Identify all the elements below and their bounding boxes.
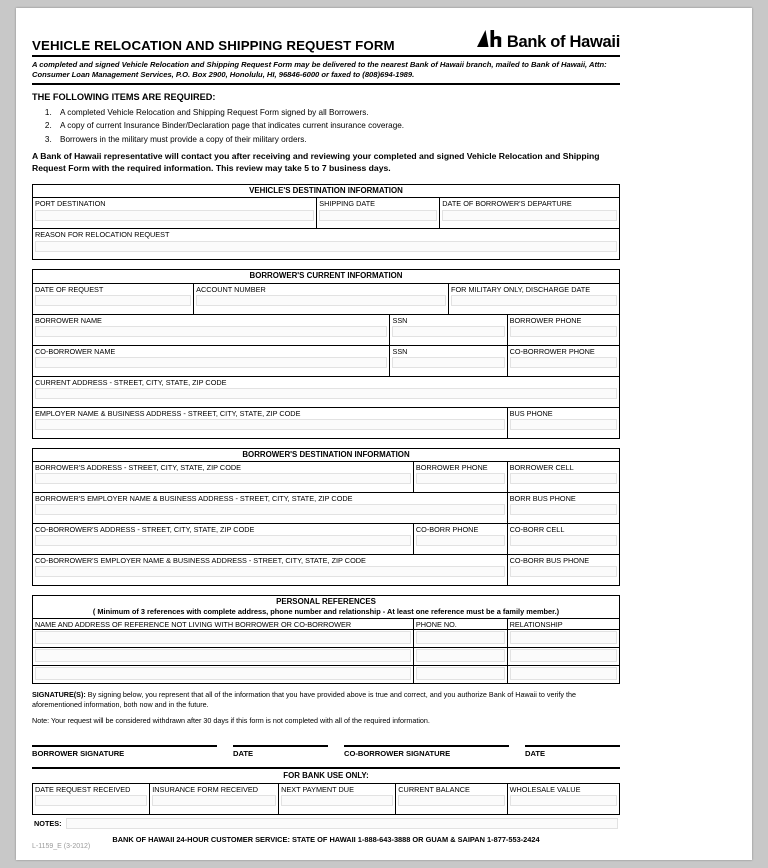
field-port-destination[interactable] — [33, 198, 317, 228]
table-row — [33, 284, 619, 315]
field-label: SSN — [392, 315, 408, 325]
field-label: DATE OF BORROWER'S DEPARTURE — [442, 199, 572, 209]
reference-name-input[interactable] — [35, 631, 411, 644]
shipping-date-input[interactable] — [319, 210, 437, 221]
field-borr-bus-phone[interactable] — [508, 493, 619, 523]
wholesale-value-input[interactable] — [510, 795, 617, 806]
departure-date-input[interactable] — [442, 210, 617, 221]
co-borr-cell-input[interactable] — [510, 535, 617, 546]
co-borrower-date-block[interactable] — [525, 745, 620, 758]
personal-references-table — [32, 595, 620, 684]
borrower-date-block[interactable] — [233, 745, 328, 758]
table-row — [33, 666, 619, 683]
bank-use-section — [32, 767, 620, 828]
table-row — [33, 493, 619, 524]
field-borrower-name[interactable] — [33, 315, 390, 345]
table-header-row — [33, 619, 619, 630]
bus-phone-input[interactable] — [510, 419, 617, 430]
signature-disclosure — [32, 690, 620, 709]
field-label: SSN — [392, 346, 408, 356]
table-row — [33, 198, 619, 229]
field-relocation-reason[interactable] — [33, 229, 619, 259]
field-date-request-received[interactable] — [33, 784, 150, 814]
requirements-list — [54, 106, 620, 146]
dest-borrower-cell-input[interactable] — [510, 473, 617, 484]
borr-bus-phone-input[interactable] — [510, 504, 617, 515]
signature-area — [32, 745, 620, 758]
table-row — [33, 630, 619, 648]
field-borrower-phone[interactable] — [508, 315, 619, 345]
vehicle-destination-table — [32, 184, 620, 260]
subtitle-rule — [32, 83, 620, 85]
field-dest-co-borrower-address[interactable] — [33, 524, 414, 554]
reference-name-input[interactable] — [35, 649, 411, 662]
field-label: CO-BORR PHONE — [415, 524, 479, 534]
document-header — [32, 30, 620, 53]
page-title: VEHICLE RELOCATION AND SHIPPING REQUEST FORM — [32, 38, 395, 53]
notes-label: NOTES: — [34, 818, 62, 828]
co-borr-bus-phone-input[interactable] — [510, 566, 617, 577]
field-label: REASON FOR RELOCATION REQUEST — [35, 230, 170, 240]
field-label: BORR BUS PHONE — [509, 493, 576, 503]
field-label: BORROWER PHONE — [415, 462, 488, 472]
table-row — [33, 555, 619, 585]
bank-use-band: FOR BANK USE ONLY: — [283, 771, 369, 781]
signature-label: BORROWER SIGNATURE — [32, 749, 125, 759]
table-row — [33, 229, 619, 259]
field-label: BORROWER'S ADDRESS - STREET, CITY, STATE, ZIP CODE — [35, 462, 242, 472]
column-label: RELATIONSHIP — [509, 619, 563, 629]
field-next-payment-due[interactable] — [279, 784, 396, 814]
current-address-input[interactable] — [35, 388, 617, 399]
column-header-phone — [414, 619, 508, 629]
table-row — [33, 648, 619, 666]
field-dest-borrower-phone[interactable] — [414, 462, 508, 492]
field-dest-co-borrower-employer[interactable] — [33, 555, 508, 585]
date-of-request-input[interactable] — [35, 295, 191, 306]
relocation-reason-input[interactable] — [35, 241, 617, 252]
field-shipping-date[interactable] — [317, 198, 440, 228]
review-notice: A Bank of Hawaii representative will contact you after receiving and reviewing your completed and signed Vehicle Relocation and Shipping Request Form with the required information. This review may take 5 to 7 business days. — [32, 151, 600, 173]
bankoh-mark-icon — [477, 30, 503, 52]
signature-label: DATE — [233, 749, 254, 759]
field-label: DATE OF REQUEST — [35, 284, 104, 294]
list-item: 2. A copy of current Insurance Binder/Declaration page that indicates current insurance coverage. — [54, 119, 620, 132]
reference-phone-cell[interactable] — [414, 648, 508, 665]
list-item: 3. Borrowers in the military must provide a copy of their military orders. — [54, 133, 620, 146]
field-co-borrower-phone[interactable] — [508, 346, 619, 376]
dest-borrower-phone-input[interactable] — [416, 473, 505, 484]
field-borrower-ssn[interactable] — [390, 315, 507, 345]
section-band — [33, 596, 619, 619]
column-header-relationship — [508, 619, 619, 629]
field-dest-borrower-address[interactable] — [33, 462, 414, 492]
field-insurance-form-received[interactable] — [150, 784, 279, 814]
form-number: L-1159_E (3-2012) — [32, 843, 91, 850]
current-balance-input[interactable] — [398, 795, 504, 806]
field-label: BUS PHONE — [509, 408, 553, 418]
employer-input[interactable] — [35, 419, 505, 430]
table-row — [33, 346, 619, 377]
field-label: PORT DESTINATION — [35, 199, 106, 209]
field-label: BORROWER'S EMPLOYER NAME & BUSINESS ADDRESS - STREET, CITY, STATE, ZIP CODE — [35, 493, 353, 503]
withdrawal-note: Note: Your request will be considered withdrawn after 30 days if this form is not completed with all of the required information. — [32, 716, 430, 726]
field-label: INSURANCE FORM RECEIVED — [152, 784, 259, 794]
borrower-destination-table — [32, 448, 620, 586]
borrower-phone-input[interactable] — [510, 326, 617, 337]
field-label: SHIPPING DATE — [319, 199, 376, 209]
field-label: ACCOUNT NUMBER — [196, 284, 266, 294]
field-date-of-request[interactable] — [33, 284, 194, 314]
signature-disclosure-lead: SIGNATURE(S): — [32, 689, 86, 699]
field-co-borr-bus-phone[interactable] — [508, 555, 619, 585]
field-label: EMPLOYER NAME & BUSINESS ADDRESS - STREET, CITY, STATE, ZIP CODE — [35, 408, 301, 418]
field-current-balance[interactable] — [396, 784, 507, 814]
reference-name-cell[interactable] — [33, 666, 414, 683]
field-label: CO-BORROWER NAME — [35, 346, 116, 356]
reference-name-input[interactable] — [35, 667, 411, 680]
field-dest-borrower-employer[interactable] — [33, 493, 508, 523]
co-borrower-name-input[interactable] — [35, 357, 387, 368]
field-label: CO-BORR CELL — [509, 524, 565, 534]
reference-relationship-input[interactable] — [510, 667, 617, 680]
reference-relationship-cell[interactable] — [508, 648, 619, 665]
table-row — [33, 377, 619, 408]
reference-phone-cell[interactable] — [414, 666, 508, 683]
field-account-number[interactable] — [194, 284, 449, 314]
section-band: BORROWER'S DESTINATION INFORMATION — [33, 449, 619, 462]
column-label: NAME AND ADDRESS OF REFERENCE NOT LIVING WITH BORROWER OR CO-BORROWER — [35, 619, 352, 629]
reference-name-cell[interactable] — [33, 630, 414, 647]
field-label: WHOLESALE VALUE — [509, 784, 581, 794]
section-band: BORROWER'S CURRENT INFORMATION — [33, 270, 619, 283]
list-item: 1. A completed Vehicle Relocation and Shipping Request Form signed by all Borrowers. — [54, 106, 620, 119]
reference-relationship-input[interactable] — [510, 631, 617, 644]
borrower-signature-block[interactable] — [32, 745, 217, 758]
section-band-title: PERSONAL REFERENCES — [276, 596, 376, 606]
field-co-borrower-ssn[interactable] — [390, 346, 507, 376]
notes-row — [32, 815, 620, 829]
field-label: BORROWER NAME — [35, 315, 102, 325]
next-payment-due-input[interactable] — [281, 795, 393, 806]
field-label: NEXT PAYMENT DUE — [281, 784, 354, 794]
table-row — [33, 315, 619, 346]
delivery-instructions: A completed and signed Vehicle Relocation and Shipping Request Form may be delivered to the nearest Bank of Hawaii branch, mailed to Bank of Hawaii, Attn: Consumer Loan Management Services, P.O. Box 2900, Honolulu, HI, 96846-6000 or faxed to (808)694-1989. — [32, 60, 607, 80]
co-borrower-signature-block[interactable] — [344, 745, 509, 758]
reference-phone-input[interactable] — [416, 631, 505, 644]
document-page — [16, 8, 752, 860]
table-row — [33, 524, 619, 555]
field-wholesale-value[interactable] — [508, 784, 619, 814]
section-band: VEHICLE'S DESTINATION INFORMATION — [33, 185, 619, 198]
co-borrower-ssn-input[interactable] — [392, 357, 504, 368]
section-band-subtitle: ( Minimum of 3 references with complete address, phone number and relationship - At least one reference must be a family member.) — [92, 606, 560, 616]
borrower-ssn-input[interactable] — [392, 326, 504, 337]
dest-borrower-employer-input[interactable] — [35, 504, 505, 515]
dest-borrower-address-input[interactable] — [35, 473, 411, 484]
field-label: BORROWER PHONE — [509, 315, 582, 325]
field-label: CURRENT BALANCE — [398, 784, 470, 794]
field-label: FOR MILITARY ONLY, DISCHARGE DATE — [451, 284, 591, 294]
field-discharge-date[interactable] — [449, 284, 619, 314]
field-bus-phone[interactable] — [508, 408, 619, 438]
port-destination-input[interactable] — [35, 210, 314, 221]
borrower-current-table — [32, 269, 620, 438]
field-departure-date[interactable] — [440, 198, 619, 228]
table-row — [33, 462, 619, 493]
field-dest-borrower-cell[interactable] — [508, 462, 619, 492]
customer-service-line: BANK OF HAWAII 24-HOUR CUSTOMER SERVICE: STATE OF HAWAII 1-888-643-3888 OR GUAM & SAIPAN 1-877-553-2424 — [112, 834, 540, 844]
column-header-name — [33, 619, 414, 629]
notes-input[interactable] — [66, 818, 618, 829]
account-number-input[interactable] — [196, 295, 446, 306]
field-co-borrower-name[interactable] — [33, 346, 390, 376]
bank-logo — [477, 30, 620, 53]
column-label: PHONE NO. — [415, 619, 457, 629]
signature-label: CO-BORROWER SIGNATURE — [344, 749, 451, 759]
dest-co-borrower-employer-input[interactable] — [35, 566, 505, 577]
field-co-borr-phone[interactable] — [414, 524, 508, 554]
reference-relationship-cell[interactable] — [508, 630, 619, 647]
reference-phone-input[interactable] — [416, 649, 505, 662]
dest-co-borrower-address-input[interactable] — [35, 535, 411, 546]
reference-phone-input[interactable] — [416, 667, 505, 680]
signature-label: DATE — [525, 749, 546, 759]
co-borrower-phone-input[interactable] — [510, 357, 617, 368]
insurance-form-received-input[interactable] — [152, 795, 276, 806]
discharge-date-input[interactable] — [451, 295, 617, 306]
bank-name: Bank of Hawaii — [506, 33, 620, 51]
table-row — [33, 784, 619, 814]
field-label: CO-BORROWER'S ADDRESS - STREET, CITY, STATE, ZIP CODE — [35, 524, 255, 534]
field-label: CURRENT ADDRESS - STREET, CITY, STATE, ZIP CODE — [35, 377, 227, 387]
date-request-received-input[interactable] — [35, 795, 147, 806]
signature-disclosure-text: By signing below, you represent that all of the information that you have provided above is true and correct, and you authorize Bank of Hawaii to verify the aforementioned information, both now and in the future. — [32, 689, 577, 709]
reference-name-cell[interactable] — [33, 648, 414, 665]
requirements-heading: THE FOLLOWING ITEMS ARE REQUIRED: — [32, 92, 216, 103]
field-label: BORROWER CELL — [509, 462, 574, 472]
field-label: DATE REQUEST RECEIVED — [35, 784, 131, 794]
reference-phone-cell[interactable] — [414, 630, 508, 647]
table-row — [33, 408, 619, 438]
reference-relationship-cell[interactable] — [508, 666, 619, 683]
field-label: CO-BORROWER PHONE — [509, 346, 595, 356]
field-label: CO-BORR BUS PHONE — [509, 555, 590, 565]
bank-use-table — [32, 783, 620, 815]
field-employer[interactable] — [33, 408, 508, 438]
reference-relationship-input[interactable] — [510, 649, 617, 662]
field-current-address[interactable] — [33, 377, 619, 407]
field-label: CO-BORROWER'S EMPLOYER NAME & BUSINESS ADDRESS - STREET, CITY, STATE, ZIP CODE — [35, 555, 366, 565]
field-co-borr-cell[interactable] — [508, 524, 619, 554]
co-borr-phone-input[interactable] — [416, 535, 505, 546]
borrower-name-input[interactable] — [35, 326, 387, 337]
